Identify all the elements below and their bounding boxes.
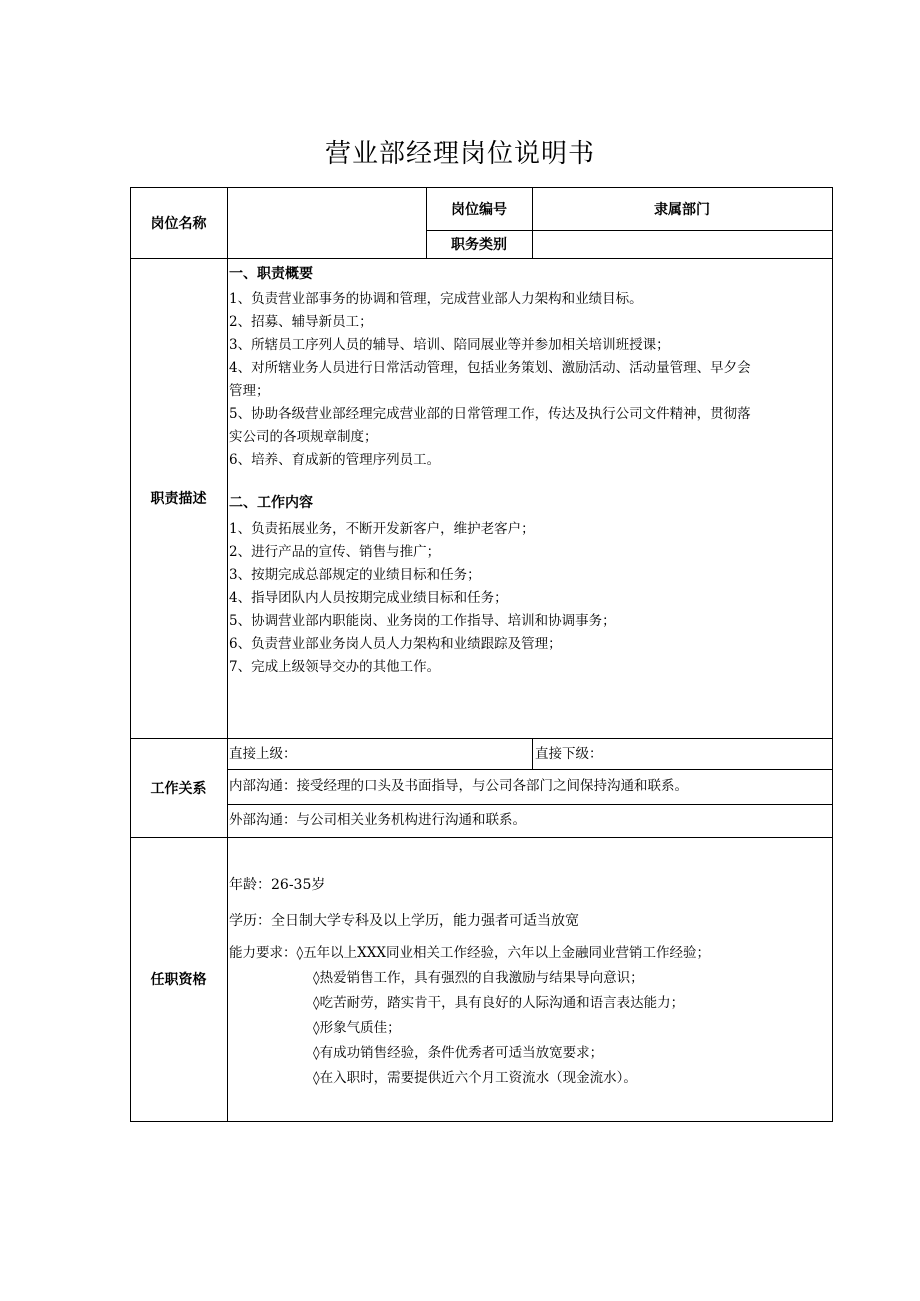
duties-label: 职责描述 <box>150 491 207 507</box>
content-line: 3、按期完成总部规定的业绩目标和任务； <box>229 567 481 583</box>
job-category-label: 职务类别 <box>451 237 507 253</box>
ability-line: ◊热爱销售工作，具有强烈的自我激励与结果导向意识； <box>313 970 644 986</box>
page-title: 营业部经理岗位说明书 <box>324 139 595 169</box>
summary-line: 1、负责营业部事务的协调和管理，完成营业部人力架构和业绩目标。 <box>229 291 643 307</box>
content-line: 4、指导团队内人员按期完成业绩目标和任务； <box>229 590 508 606</box>
ability-line: 能力要求：◊五年以上XXX同业相关工作经验，六年以上金融同业营销工作经验； <box>229 945 711 961</box>
content-heading: 二、工作内容 <box>229 495 313 511</box>
summary-line: 4、对所辖业务人员进行日常活动管理，包括业务策划、激励活动、活动量管理、早夕会 <box>229 360 751 376</box>
ability-line: ◊在入职时，需要提供近六个月工资流水（现金流水）。 <box>313 1070 637 1086</box>
summary-line: 实公司的各项规章制度； <box>229 429 378 445</box>
job-description-table <box>130 187 833 1122</box>
summary-heading: 一、职责概要 <box>229 266 313 282</box>
qualifications-label: 任职资格 <box>150 972 207 988</box>
summary-line: 6、培养、育成新的管理序列员工。 <box>229 452 441 468</box>
content-line: 1、负责拓展业务，不断开发新客户，维护老客户； <box>229 521 535 537</box>
summary-line: 管理； <box>229 383 270 399</box>
direct-subordinate: 直接下级： <box>535 746 603 762</box>
department-label: 隶属部门 <box>654 201 710 218</box>
ability-line: ◊形象气质佳； <box>313 1020 401 1036</box>
position-name-label: 岗位名称 <box>150 215 207 232</box>
internal-communication: 内部沟通：接受经理的口头及书面指导，与公司各部门之间保持沟通和联系。 <box>229 778 688 794</box>
relations-label: 工作关系 <box>150 780 207 797</box>
external-communication: 外部沟通：与公司相关业务机构进行沟通和联系。 <box>229 812 526 828</box>
education-requirement: 学历：全日制大学专科及以上学历，能力强者可适当放宽 <box>229 913 579 929</box>
content-line: 2、进行产品的宣传、销售与推广； <box>229 544 441 560</box>
summary-line: 5、协助各级营业部经理完成营业部的日常管理工作，传达及执行公司文件精神，贯彻落 <box>229 406 751 422</box>
content-line: 6、负责营业部业务岗人员人力架构和业绩跟踪及管理； <box>229 636 562 652</box>
position-code-label: 岗位编号 <box>451 201 507 218</box>
ability-line: ◊吃苦耐劳，踏实肯干，具有良好的人际沟通和语言表达能力； <box>313 995 685 1011</box>
age-requirement: 年龄：26-35岁 <box>229 877 326 893</box>
ability-line: ◊有成功销售经验，条件优秀者可适当放宽要求； <box>313 1045 604 1061</box>
content-line: 5、协调营业部内职能岗、业务岗的工作指导、培训和协调事务； <box>229 613 616 629</box>
summary-line: 3、所辖员工序列人员的辅导、培训、陪同展业等并参加相关培训班授课； <box>229 337 670 353</box>
summary-line: 2、招募、辅导新员工； <box>229 314 373 330</box>
direct-superior: 直接上级： <box>229 746 297 762</box>
content-line: 7、完成上级领导交办的其他工作。 <box>229 659 441 675</box>
